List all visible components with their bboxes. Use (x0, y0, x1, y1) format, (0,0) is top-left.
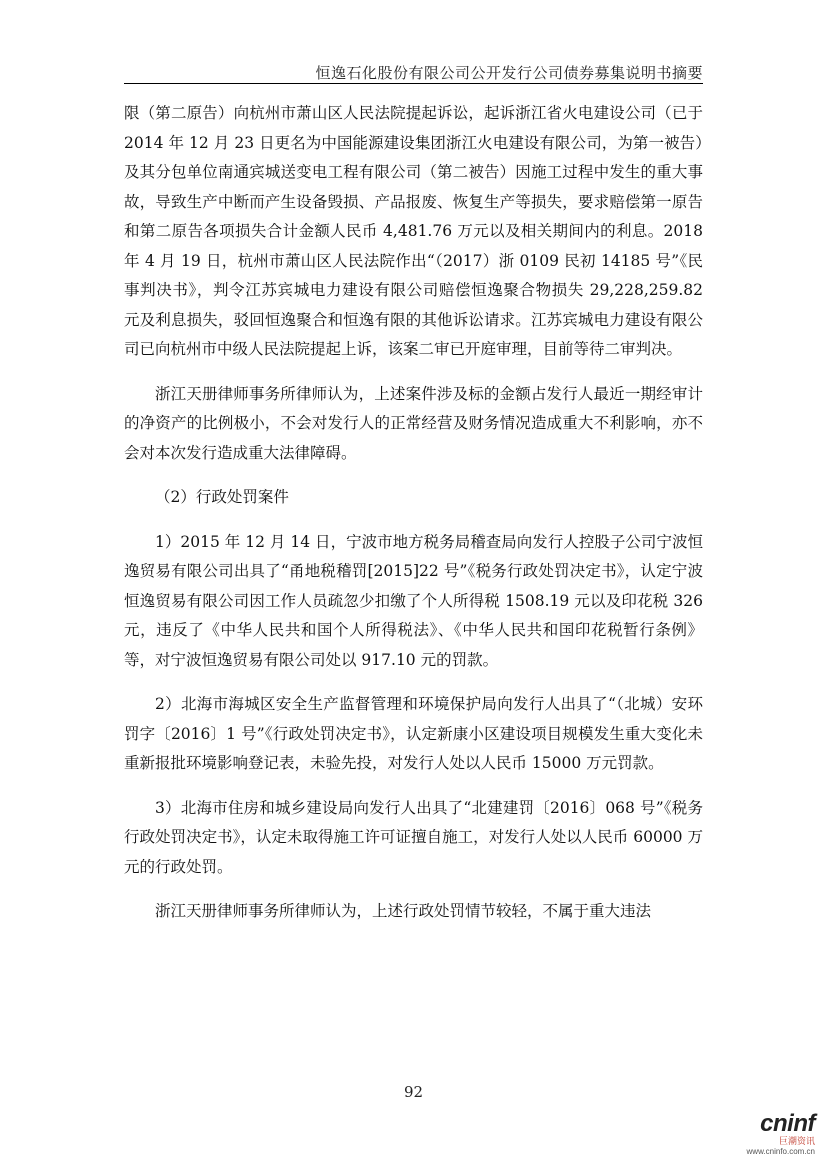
document-body (124, 99, 703, 927)
header-divider (124, 83, 703, 84)
paragraph-penalty-3: 3）北海市住房和城乡建设局向发行人出具了“北建建罚〔2016〕068 号”《税务行政处罚决定书》，认定未取得施工许可证擅自施工，对发行人处以人民币 60000 万元的行政处罚。 (124, 798, 703, 876)
section-heading-administrative-penalty: （2）行政处罚案件 (155, 488, 289, 506)
page-number: 92 (403, 1083, 424, 1101)
logo-url: www.cninfo.com.cn (746, 1147, 815, 1156)
paragraph-lawyer-opinion-penalty: 浙江天册律师事务所律师认为，上述行政处罚情节较轻，不属于重大违法 (155, 902, 652, 920)
paragraph-lawyer-opinion-litigation: 浙江天册律师事务所律师认为，上述案件涉及标的金额占发行人最近一期经审计的净资产的比例极小，不会对发行人的正常经营及财务情况造成重大不利影响，亦不会对本次发行造成重大法律障碍。 (124, 384, 703, 462)
logo-brand: cninf (760, 1110, 815, 1137)
paragraph-litigation-continued: 限（第二原告）向杭州市萧山区人民法院提起诉讼，起诉浙江省火电建设公司（已于 2014 年 12 月 23 日更名为中国能源建设集团浙江火电建设有限公司，为第一被告）及其分包单位南通宾城送变电工程有限公司（第二被告）因施工过程中发生的重大事故，导致生产中断而产生设备毁损、产品报废、恢复生产等损失，要求赔偿第一原告和第二原告各项损失合计金额人民币 4,481.76 万元以及相关期间内的利息。2018 年 4 月 19 日，杭州市萧山区人民法院作出“（2017）浙 0109 民初 14185 号”《民事判决书》，判令江苏宾城电力建设有限公司赔偿恒逸聚合物损失 29,228,259.82 元及利息损失，驳回恒逸聚合和恒逸有限的其他诉讼请求。江苏宾城电力建设有限公司已向杭州市中级人民法院提起上诉，该案二审已开庭审理，目前等待二审判决。 (124, 104, 703, 358)
cninfo-logo (745, 1112, 815, 1157)
logo-brand-cn: 巨潮资讯 (778, 1136, 815, 1146)
document-header: 恒逸石化股份有限公司公开发行公司债券募集说明书摘要 (315, 64, 703, 82)
paragraph-penalty-2: 2）北海市海城区安全生产监督管理和环境保护局向发行人出具了“（北城）安环罚字〔2016〕1 号”《行政处罚决定书》，认定新康小区建设项目规模发生重大变化未重新报批环境影响登记表，未验先投，对发行人处以人民币 15000 万元罚款。 (124, 695, 703, 772)
paragraph-penalty-1: 1）2015 年 12 月 14 日，宁波市地方税务局稽查局向发行人控股子公司宁波恒逸贸易有限公司出具了“甬地税稽罚[2015]22 号”《税务行政处罚决定书》，认定宁波恒逸贸易有限公司因工作人员疏忽少扣缴了个人所得税 1508.19 元以及印花税 326 元，违反了《中华人民共和国个人所得税法》、《中华人民共和国印花税暂行条例》等，对宁波恒逸贸易有限公司处以 917.10 元的罚款。 (124, 532, 703, 669)
